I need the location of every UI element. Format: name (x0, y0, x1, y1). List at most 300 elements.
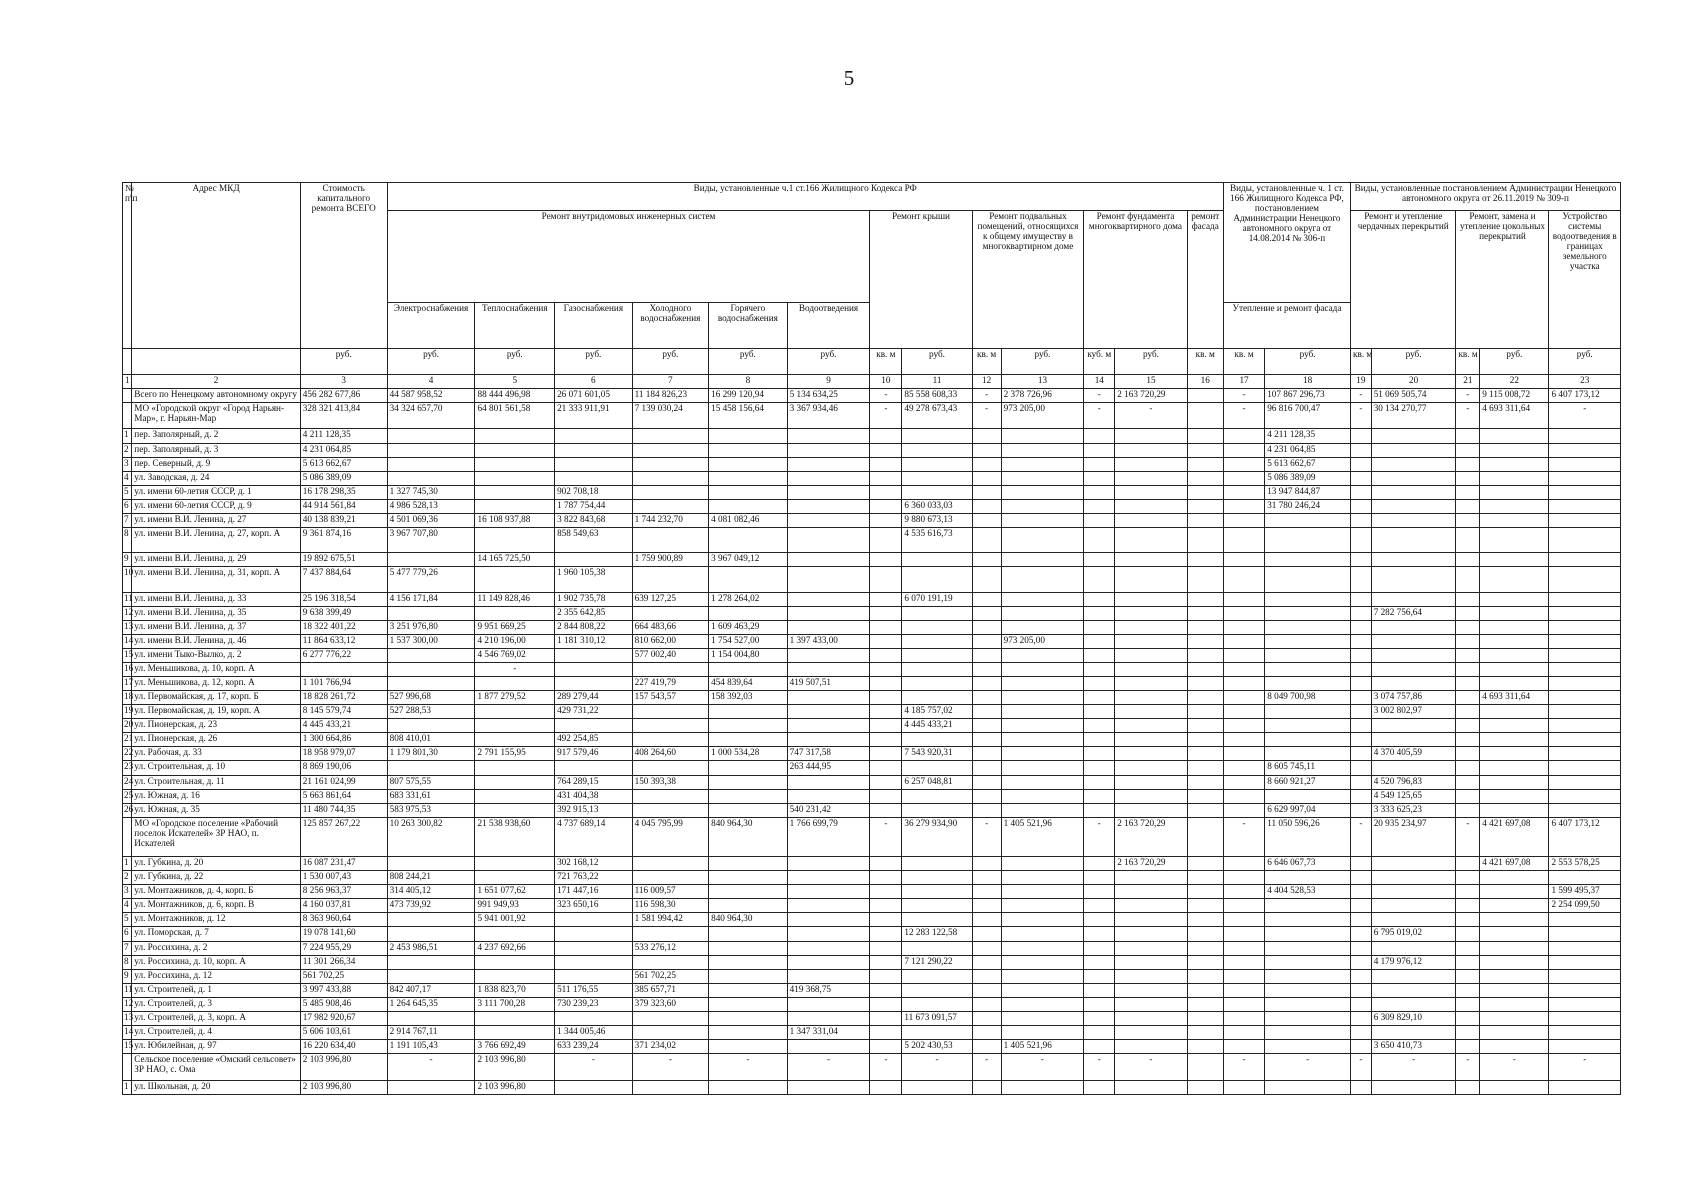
value-cell (387, 553, 475, 567)
value-cell: 1 154 004,80 (709, 649, 788, 663)
value-cell (1480, 527, 1549, 553)
table-row (123, 677, 1621, 691)
value-cell (475, 871, 555, 885)
column-number-cell: 23 (1549, 374, 1621, 388)
value-cell: 16 299 120,94 (709, 388, 788, 402)
table-row (123, 1011, 1621, 1025)
page-number: 5 (843, 66, 855, 90)
value-cell (1351, 513, 1372, 527)
facade-repair-header: ремонт фасада (1187, 211, 1223, 349)
value-cell (1223, 969, 1264, 983)
value-cell (870, 1011, 902, 1025)
value-cell (870, 663, 902, 677)
value-cell (1456, 606, 1480, 620)
value-cell: 1 754 527,00 (709, 635, 788, 649)
value-cell: 11 480 744,35 (300, 803, 387, 817)
address-cell: ул. Россихина, д. 10, корп. А (132, 955, 301, 969)
value-cell: 583 975,53 (387, 803, 475, 817)
value-cell: - (1456, 388, 1480, 402)
value-cell (972, 955, 1001, 969)
value-cell (1084, 955, 1115, 969)
value-cell (632, 499, 708, 513)
value-cell (1223, 592, 1264, 606)
value-cell: 289 279,44 (555, 691, 633, 705)
value-cell (1549, 513, 1621, 527)
value-cell (1001, 649, 1084, 663)
value-cell: 1 181 310,12 (555, 635, 633, 649)
value-cell (1371, 1080, 1456, 1094)
value-cell: 4 520 796,83 (1371, 775, 1456, 789)
address-cell: ул. имени В.И. Ленина, д. 27, корп. А (132, 527, 301, 553)
value-cell (972, 429, 1001, 443)
row-number-cell: 11 (123, 592, 132, 606)
value-cell (902, 899, 972, 913)
value-cell: 25 196 318,54 (300, 592, 387, 606)
value-cell (1265, 1080, 1351, 1094)
address-cell: ул. Строителей, д. 1 (132, 983, 301, 997)
value-cell (972, 485, 1001, 499)
value-cell: 840 964,30 (709, 817, 788, 857)
address-cell: ул. имени В.И. Ленина, д. 27 (132, 513, 301, 527)
row-number-cell: 14 (123, 635, 132, 649)
value-cell: 4 370 405,59 (1371, 747, 1456, 761)
value-cell (1115, 677, 1187, 691)
value-cell: - (1115, 1053, 1187, 1080)
value-cell (1456, 983, 1480, 997)
row-number-cell: 8 (123, 955, 132, 969)
value-cell (1456, 899, 1480, 913)
value-cell (1351, 775, 1372, 789)
value-cell (787, 789, 870, 803)
value-cell: 6 257 048,81 (902, 775, 972, 789)
value-cell (1456, 789, 1480, 803)
value-cell (1084, 592, 1115, 606)
value-cell: 18 828 261,72 (300, 691, 387, 705)
row-number-cell: 4 (123, 899, 132, 913)
value-cell (972, 857, 1001, 871)
value-cell (555, 761, 633, 775)
value-cell (1351, 747, 1372, 761)
value-cell (1115, 789, 1187, 803)
value-cell: 85 558 608,33 (902, 388, 972, 402)
value-cell (1115, 885, 1187, 899)
value-cell: 1 599 495,37 (1549, 885, 1621, 899)
value-cell (1001, 927, 1084, 941)
value-cell (1223, 733, 1264, 747)
value-cell: 9 115 008,72 (1480, 388, 1549, 402)
value-cell (902, 429, 972, 443)
value-cell (1456, 857, 1480, 871)
value-cell (787, 620, 870, 634)
value-cell (1371, 620, 1456, 634)
unit-cell: кв. м (1223, 349, 1264, 375)
value-cell (555, 913, 633, 927)
value-cell (1115, 927, 1187, 941)
value-cell: 40 138 839,21 (300, 513, 387, 527)
value-cell: 11 149 828,46 (475, 592, 555, 606)
table-row (123, 663, 1621, 677)
value-cell: 2 163 720,29 (1115, 388, 1187, 402)
value-cell (902, 1025, 972, 1039)
table-row (123, 691, 1621, 705)
value-cell: 1 877 279,52 (475, 691, 555, 705)
unit-cell: руб. (709, 349, 788, 375)
value-cell (1456, 567, 1480, 593)
value-cell (1187, 1080, 1223, 1094)
value-cell (870, 649, 902, 663)
row-number-cell: 25 (123, 789, 132, 803)
value-cell (972, 775, 1001, 789)
value-cell (387, 1080, 475, 1094)
row-number-cell: 6 (123, 927, 132, 941)
value-cell (870, 803, 902, 817)
value-cell (1187, 719, 1223, 733)
address-header: Адрес МКД (132, 183, 301, 349)
value-cell: 3 074 757,86 (1371, 691, 1456, 705)
value-cell: 6 795 019,02 (1371, 927, 1456, 941)
value-cell (632, 606, 708, 620)
value-cell: 540 231,42 (787, 803, 870, 817)
value-cell (1456, 471, 1480, 485)
value-cell (1115, 983, 1187, 997)
value-cell (1351, 1039, 1372, 1053)
value-cell (972, 969, 1001, 983)
value-cell (1115, 443, 1187, 457)
value-cell (709, 471, 788, 485)
group-header-306p: Виды, установленные ч. 1 ст. 166 Жилищного Кодекса РФ, постановлением Администрации Ненецкого автономного округа от 14.08.2014 № 306-п (1223, 183, 1350, 303)
value-cell (709, 997, 788, 1011)
row-number-cell: 16 (123, 663, 132, 677)
value-cell: 1 405 521,96 (1001, 817, 1084, 857)
value-cell (902, 606, 972, 620)
value-cell (1187, 663, 1223, 677)
value-cell (902, 857, 972, 871)
value-cell: 1 960 105,38 (555, 567, 633, 593)
row-number-cell: 20 (123, 719, 132, 733)
value-cell: 15 458 156,64 (709, 402, 788, 429)
address-cell: ул. имени В.И. Ленина, д. 35 (132, 606, 301, 620)
value-cell (1265, 592, 1351, 606)
value-cell (787, 857, 870, 871)
value-cell (632, 719, 708, 733)
value-cell (709, 1039, 788, 1053)
value-cell: 4 549 125,65 (1371, 789, 1456, 803)
value-cell (1115, 592, 1187, 606)
table-row (123, 620, 1621, 634)
value-cell (1456, 775, 1480, 789)
value-cell: - (870, 402, 902, 429)
value-cell: - (1115, 402, 1187, 429)
value-cell: 11 301 266,34 (300, 955, 387, 969)
value-cell (1265, 606, 1351, 620)
value-cell (1115, 620, 1187, 634)
value-cell: 2 378 726,96 (1001, 388, 1084, 402)
value-cell: 9 951 669,25 (475, 620, 555, 634)
value-cell (787, 429, 870, 443)
value-cell (387, 955, 475, 969)
value-cell (1456, 733, 1480, 747)
value-cell (1265, 649, 1351, 663)
value-cell (1187, 747, 1223, 761)
value-cell (387, 927, 475, 941)
value-cell (1351, 691, 1372, 705)
value-cell: 14 165 725,50 (475, 553, 555, 567)
value-cell: 26 071 601,05 (555, 388, 633, 402)
value-cell: - (1084, 388, 1115, 402)
row-number-cell: 17 (123, 677, 132, 691)
value-cell: 4 156 171,84 (387, 592, 475, 606)
row-number-cell: 22 (123, 747, 132, 761)
unit-cell: руб. (1480, 349, 1549, 375)
value-cell (1480, 983, 1549, 997)
value-cell: 3 967 707,80 (387, 527, 475, 553)
value-cell (1001, 969, 1084, 983)
value-cell (787, 775, 870, 789)
value-cell (1187, 553, 1223, 567)
value-cell: 5 202 430,53 (902, 1039, 972, 1053)
value-cell (1480, 663, 1549, 677)
value-cell: 107 867 296,73 (1265, 388, 1351, 402)
value-cell (972, 747, 1001, 761)
value-cell: 16 220 634,40 (300, 1039, 387, 1053)
value-cell (1265, 635, 1351, 649)
value-cell (709, 775, 788, 789)
value-cell (1549, 499, 1621, 513)
value-cell: 429 731,22 (555, 705, 633, 719)
value-cell (1187, 499, 1223, 513)
value-cell (709, 457, 788, 471)
unit-cell: кв. м (1456, 349, 1480, 375)
value-cell (1115, 663, 1187, 677)
value-cell: 408 264,60 (632, 747, 708, 761)
value-cell: 1 609 463,29 (709, 620, 788, 634)
column-number-cell: 22 (1480, 374, 1549, 388)
value-cell (387, 663, 475, 677)
value-cell (1001, 997, 1084, 1011)
value-cell (1371, 941, 1456, 955)
value-cell (1265, 941, 1351, 955)
value-cell: - (1456, 817, 1480, 857)
value-cell: 4 546 769,02 (475, 649, 555, 663)
value-cell (1187, 429, 1223, 443)
address-cell: ул. Губкина, д. 20 (132, 857, 301, 871)
value-cell (1223, 429, 1264, 443)
value-cell: 3 367 934,46 (787, 402, 870, 429)
value-cell (972, 1011, 1001, 1025)
value-cell (1187, 857, 1223, 871)
value-cell (387, 857, 475, 871)
value-cell (1223, 499, 1264, 513)
value-cell (1351, 913, 1372, 927)
value-cell (787, 955, 870, 969)
value-cell (972, 927, 1001, 941)
column-number-cell: 2 (132, 374, 301, 388)
value-cell (1549, 663, 1621, 677)
value-cell (1371, 677, 1456, 691)
table-row (123, 649, 1621, 663)
value-cell: - (475, 663, 555, 677)
value-cell (1265, 567, 1351, 593)
value-cell (1480, 677, 1549, 691)
table-row (123, 817, 1621, 857)
value-cell (1115, 761, 1187, 775)
value-cell (632, 471, 708, 485)
value-cell: 810 662,00 (632, 635, 708, 649)
value-cell (787, 606, 870, 620)
unit-cell: руб. (555, 349, 633, 375)
value-cell: 8 049 700,98 (1265, 691, 1351, 705)
value-cell (870, 691, 902, 705)
value-cell (1371, 443, 1456, 457)
value-cell: 5 086 389,09 (1265, 471, 1351, 485)
value-cell (555, 663, 633, 677)
value-cell: 5 086 389,09 (300, 471, 387, 485)
column-number-cell: 21 (1456, 374, 1480, 388)
row-number-cell: 2 (123, 443, 132, 457)
value-cell (1223, 1011, 1264, 1025)
value-cell (1480, 592, 1549, 606)
value-cell (1480, 997, 1549, 1011)
value-cell (1084, 941, 1115, 955)
value-cell (870, 913, 902, 927)
value-cell (1351, 649, 1372, 663)
value-cell (870, 527, 902, 553)
value-cell (1084, 457, 1115, 471)
group-header-309p: Виды, установленные постановлением Администрации Ненецкого автономного округа от 26.11.2019 № 309-п (1351, 183, 1621, 211)
value-cell (1001, 606, 1084, 620)
value-cell (1371, 592, 1456, 606)
value-cell (555, 969, 633, 983)
value-cell (1223, 761, 1264, 775)
value-cell: 4 501 069,36 (387, 513, 475, 527)
address-cell: ул. имени 60-летия СССР, д. 9 (132, 499, 301, 513)
value-cell (1265, 983, 1351, 997)
value-cell (870, 761, 902, 775)
address-cell: ул. Строителей, д. 3 (132, 997, 301, 1011)
value-cell (475, 719, 555, 733)
value-cell: - (787, 1053, 870, 1080)
value-cell: - (972, 817, 1001, 857)
value-cell: 2 791 155,95 (475, 747, 555, 761)
value-cell: 17 982 920,67 (300, 1011, 387, 1025)
value-cell (1084, 567, 1115, 593)
value-cell: 6 646 067,73 (1265, 857, 1351, 871)
value-cell: 10 263 300,82 (387, 817, 475, 857)
value-cell (1115, 606, 1187, 620)
value-cell (1187, 899, 1223, 913)
electricity-header: Электроснабжения (387, 303, 475, 349)
value-cell (1265, 553, 1351, 567)
value-cell (387, 471, 475, 485)
value-cell (972, 606, 1001, 620)
value-cell (1223, 677, 1264, 691)
row-number-cell: 10 (123, 567, 132, 593)
value-cell (632, 789, 708, 803)
value-cell (1456, 885, 1480, 899)
value-cell: 1 300 664,86 (300, 733, 387, 747)
value-cell (1549, 775, 1621, 789)
value-cell: 4 421 697,08 (1480, 857, 1549, 871)
table-row (123, 789, 1621, 803)
value-cell (1187, 592, 1223, 606)
value-cell (1371, 457, 1456, 471)
value-cell (1456, 997, 1480, 1011)
column-number-cell: 10 (870, 374, 902, 388)
value-cell (1480, 567, 1549, 593)
value-cell (632, 955, 708, 969)
value-cell (1549, 606, 1621, 620)
value-cell (1187, 927, 1223, 941)
value-cell (1084, 677, 1115, 691)
value-cell (1480, 553, 1549, 567)
value-cell (1187, 885, 1223, 899)
value-cell: 2 553 578,25 (1549, 857, 1621, 871)
value-cell (1549, 443, 1621, 457)
value-cell (1001, 443, 1084, 457)
value-cell (475, 429, 555, 443)
value-cell (972, 1039, 1001, 1053)
foundation-repair-header: Ремонт фундамента многоквартирного дома (1084, 211, 1187, 349)
address-cell: ул. Юбилейная, д. 97 (132, 1039, 301, 1053)
value-cell (787, 499, 870, 513)
value-cell (709, 1025, 788, 1039)
value-cell (1187, 620, 1223, 634)
value-cell: 527 996,68 (387, 691, 475, 705)
value-cell (1351, 719, 1372, 733)
value-cell (632, 567, 708, 593)
value-cell: 1 344 005,46 (555, 1025, 633, 1039)
address-cell: ул. Монтажников, д. 4, корп. Б (132, 885, 301, 899)
value-cell (1351, 527, 1372, 553)
value-cell (1115, 733, 1187, 747)
value-cell (1480, 620, 1549, 634)
value-cell: - (1223, 1053, 1264, 1080)
value-cell: 3 822 843,68 (555, 513, 633, 527)
plinth-repair-header: Ремонт, замена и утепление цокольных перекрытий (1456, 211, 1549, 349)
value-cell (387, 719, 475, 733)
value-cell (1187, 635, 1223, 649)
value-cell: 3 997 433,88 (300, 983, 387, 997)
value-cell (475, 705, 555, 719)
value-cell: 3 967 049,12 (709, 553, 788, 567)
value-cell (1549, 803, 1621, 817)
value-cell (972, 443, 1001, 457)
table-row (123, 733, 1621, 747)
table-row (123, 997, 1621, 1011)
value-cell (1456, 1039, 1480, 1053)
value-cell: 6 360 033,03 (902, 499, 972, 513)
address-cell: ул. Рабочая, д. 33 (132, 747, 301, 761)
value-cell (870, 677, 902, 691)
value-cell (1351, 663, 1372, 677)
value-cell: 721 763,22 (555, 871, 633, 885)
value-cell (870, 789, 902, 803)
value-cell: 4 179 976,12 (1371, 955, 1456, 969)
address-cell: ул. Строителей, д. 4 (132, 1025, 301, 1039)
value-cell (870, 513, 902, 527)
value-cell (1351, 927, 1372, 941)
value-cell (1223, 443, 1264, 457)
value-cell: 917 579,46 (555, 747, 633, 761)
address-cell: Сельское поселение «Омский сельсовет» ЗР НАО, с. Ома (132, 1053, 301, 1080)
roof-repair-header: Ремонт крыши (870, 211, 972, 349)
value-cell (1084, 997, 1115, 1011)
value-cell: 1 787 754,44 (555, 499, 633, 513)
value-cell (787, 871, 870, 885)
unit-cell: куб. м (1084, 349, 1115, 375)
value-cell: 385 657,71 (632, 983, 708, 997)
value-cell (902, 885, 972, 899)
